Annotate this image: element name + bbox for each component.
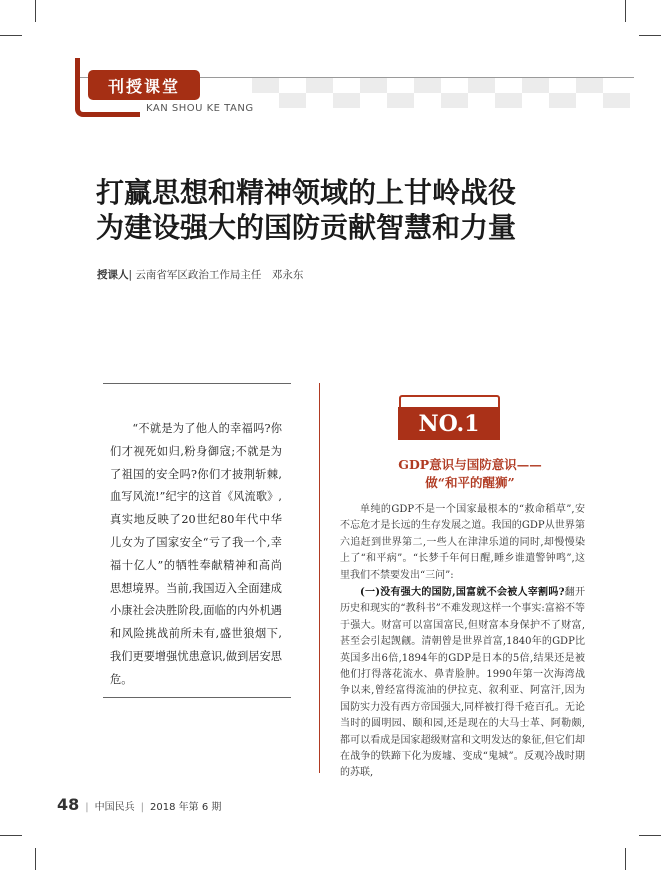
- crop-mark: [625, 848, 626, 870]
- title-line-2: 为建设强大的国防贡献智慧和力量: [96, 211, 517, 244]
- body-paragraph: [340, 585, 585, 782]
- section-badge: NO.1: [398, 407, 500, 440]
- quote-top-rule: [103, 383, 291, 384]
- crop-mark: [0, 35, 22, 36]
- crop-mark: [639, 835, 661, 836]
- crop-mark: [639, 35, 661, 36]
- issue-label: 2018 年第 6 期: [150, 802, 222, 813]
- crop-mark: [0, 835, 22, 836]
- crop-mark: [35, 848, 36, 870]
- section-title-line-1: GDP意识与国防意识——: [398, 457, 542, 472]
- footer-separator: |: [140, 802, 145, 813]
- section-title-line-2: 做“和平的醒狮”: [425, 475, 515, 490]
- footer-separator: |: [85, 802, 89, 813]
- paragraph-text: 翻开历史和现实的“教科书”不难发现这样一个事实:富裕不等于强大。财富可以富国富民,但财富本身保护不了财富,甚至会引起觊觎。清朝曾是世界首富,1840年的GDP比英国多出6倍,1894年的GDP是日本的5倍,结果还是被他们打得落花流水、鼻青脸肿。1990年第一次海湾战争以来,曾经富得流油的伊拉克、叙利亚、阿富汗,因为国防实力没有西方帝国强大,同样被打得千疮百孔。无论当时的圆明园、颐和园,还是现在的大马士革、阿勒颇,都可以看成是国家超级财富和文明发达的象征,但它们却在战争的铁蹄下化为废墟、变成“鬼城”。反观冷战时期的苏联,: [340, 587, 585, 779]
- checker-pattern: [252, 93, 630, 108]
- author-line: [97, 267, 303, 282]
- page-number: 48: [57, 795, 80, 814]
- author-separator: |: [128, 269, 136, 281]
- quote-bottom-rule: [103, 697, 291, 698]
- intro-quote: “不就是为了他人的幸福吗?你们才视死如归,粉身御寇;不就是为了祖国的安全吗?你们才披荆斩棘,血写风流!”纪宇的这首《风流歌》,真实地反映了20世纪80年代中华儿女为了国家安全“亏了我一个,幸福十亿人”的牺牲奉献精神和高尚思想境界。当前,我国迈入全面建成小康社会决胜阶段,面临的内外机遇和风险挑战前所未有,盛世狼烟下,我们更要增强忧患意识,做到居安思危。: [110, 422, 282, 686]
- title-line-1: 打赢思想和精神领域的上甘岭战役: [96, 176, 517, 209]
- column-subtitle: KAN SHOU KE TANG: [146, 103, 254, 114]
- body-paragraph: 单纯的GDP不是一个国家最根本的“救命稻草”,安不忘危才是长远的生存发展之道。我国的GDP从世界第六追赶到世界第二,一些人在津津乐道的同时,却慢慢染上了“和平病”。“长梦千年何日醒,睡乡谁遣警钟鸣”,这里我们不禁要发出“三问”:: [340, 504, 585, 581]
- checker-pattern: [252, 78, 630, 93]
- page-footer: [57, 795, 221, 814]
- author-label: 授课人: [97, 269, 129, 281]
- section-title: [340, 456, 600, 492]
- column-divider: [319, 383, 320, 773]
- article-title: [96, 175, 576, 245]
- paragraph-heading: (一)没有强大的国防,国富就不会被人宰割吗?: [360, 587, 565, 598]
- author-detail: 云南省军区政治工作局主任 邓永东: [135, 269, 304, 281]
- column-tag: 刊授课堂: [88, 70, 200, 100]
- crop-mark: [625, 0, 626, 22]
- magazine-name: 中国民兵: [94, 802, 135, 813]
- crop-mark: [35, 0, 36, 22]
